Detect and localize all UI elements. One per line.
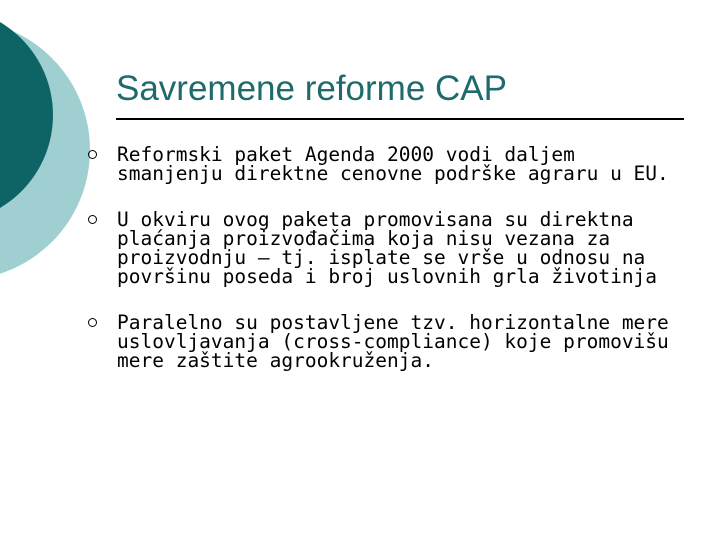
bullet-text: U okviru ovog paketa promovisana su direktna plaćanja proizvođačima koja nisu vezana za proizvodnju – tj. isplate se vrše u odnosu na površinu poseda i broj uslovnih grla životinja <box>117 208 658 288</box>
title-underline <box>116 118 684 120</box>
slide-title: Savremene reforme CAP <box>116 69 507 108</box>
bullet-text: Paralelno su postavljene tzv. horizontalne mere uslovljavanja (cross-compliance) koje promovišu mere zaštite agrookruženja. <box>117 311 669 372</box>
bullet-item <box>86 145 686 183</box>
bullet-item <box>86 210 686 286</box>
hollow-circle-icon <box>88 150 97 159</box>
bullet-item <box>86 313 686 370</box>
hollow-circle-icon <box>88 215 97 224</box>
bullet-text: Reformski paket Agenda 2000 vodi daljem smanjenju direktne cenovne podrške agraru u EU. <box>117 143 669 185</box>
bullet-list <box>86 145 686 397</box>
hollow-circle-icon <box>88 318 97 327</box>
